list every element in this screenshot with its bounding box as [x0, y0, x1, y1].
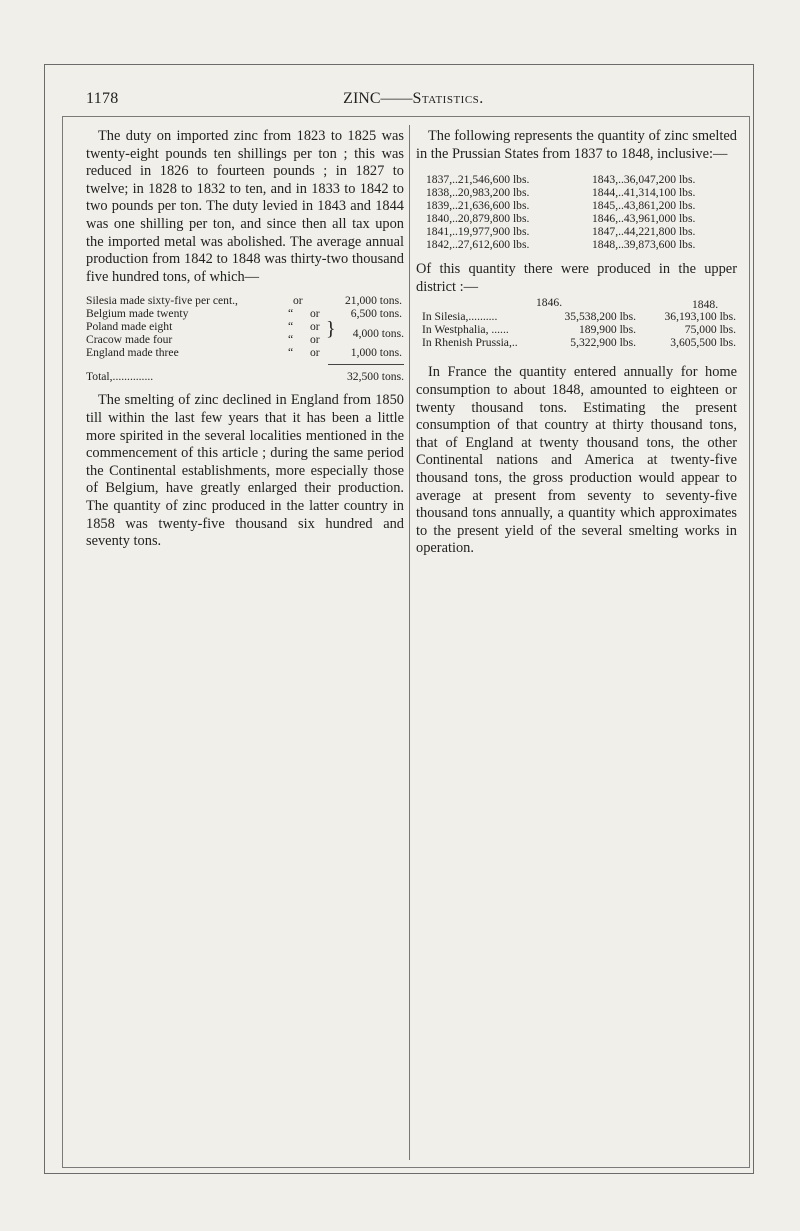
year-entry: 1847,..44,221,800 lbs. — [592, 225, 696, 239]
or-word: or — [293, 294, 303, 308]
year-entry: 1846,..43,961,000 lbs. — [592, 212, 696, 226]
brace-symbol: } — [326, 318, 336, 341]
district-name: In Westphalia, ...... — [422, 323, 509, 337]
running-head-dash: —— — [380, 90, 413, 107]
or-word: or — [310, 346, 320, 360]
district-value-1848: 36,193,100 lbs. — [664, 310, 736, 324]
district-value-1848: 3,605,500 lbs. — [670, 336, 736, 350]
left-column — [86, 128, 404, 551]
district-name: In Rhenish Prussia,.. — [422, 336, 518, 350]
total-rule — [328, 364, 404, 365]
prussia-intro-paragraph: The following represents the quantity of zinc smelted in the Prussian States from 1837 to 1848, inclusive:— — [416, 128, 737, 162]
france-paragraph: In France the quantity entered annually for home consumption to about 1848, amounted to eighteen or twenty thousand tons. Estimating the present consumption of that country at thirty thousand tons, that of England at twenty thousand tons, the other Continental nations and America at twenty-five thousand tons, the gross production would appear to average at present from seventy to seventy-five thousand tons annually, a quantity which approximates to the present yield of the several smelting works in operation. — [416, 364, 737, 557]
ditto-mark: “ — [288, 320, 294, 334]
country-label: Belgium made twenty — [86, 307, 189, 321]
country-label: Silesia made sixty-five per cent., — [86, 294, 238, 308]
total-row — [86, 370, 404, 383]
running-head-zinc: ZINC — [343, 90, 381, 107]
bracketed-amount: 4,000 tons. — [352, 327, 404, 341]
year-entry: 1842,..27,612,600 lbs. — [426, 238, 530, 252]
amount: 6,500 tons. — [350, 307, 402, 321]
district-value-1848: 75,000 lbs. — [684, 323, 736, 337]
district-intro-paragraph: Of this quantity there were produced in the upper district :— — [416, 261, 737, 295]
running-head — [86, 90, 741, 108]
year-entry: 1848,..39,873,600 lbs. — [592, 238, 696, 252]
year-entry: 1845,..43,861,200 lbs. — [592, 199, 696, 213]
amount: 1,000 tons. — [350, 346, 402, 360]
year-entry: 1839,..21,636,600 lbs. — [426, 199, 530, 213]
total-amount: 32,500 tons. — [346, 370, 404, 384]
district-value-1846: 5,322,900 lbs. — [570, 336, 636, 350]
country-label: England made three — [86, 346, 179, 360]
ditto-mark: “ — [288, 346, 294, 360]
year-entry: 1843,..36,047,200 lbs. — [592, 173, 696, 187]
year-entry: 1840,..20,879,800 lbs. — [426, 212, 530, 226]
running-head-statistics: Statistics. — [412, 90, 484, 107]
year-entry: 1838,..20,983,200 lbs. — [426, 186, 530, 200]
or-word: or — [310, 320, 320, 334]
district-value-1846: 189,900 lbs. — [578, 323, 636, 337]
district-table — [416, 296, 737, 358]
year-entry: 1837,..21,546,600 lbs. — [426, 173, 530, 187]
district-value-1846: 35,538,200 lbs. — [564, 310, 636, 324]
smelting-paragraph: The smelting of zinc declined in England from 1850 till within the last few years that it has been a little more spirited in the several localities mentioned in the commencement of this article ; during the same period the Continental establishments, more especially those of Belgium, have greatly enlarged their production. The quantity of zinc produced in the latter country in 1858 was twenty-five thousand six hundred and seventy tons. — [86, 392, 404, 550]
total-label: Total,.............. — [86, 370, 154, 384]
country-label: Cracow made four — [86, 333, 173, 347]
ditto-mark: “ — [288, 307, 294, 321]
production-by-country-table — [86, 294, 404, 388]
district-name: In Silesia,.......... — [422, 310, 498, 324]
page-header — [86, 90, 741, 116]
column-header-1846: 1846. — [536, 296, 563, 310]
or-word: or — [310, 333, 320, 347]
ditto-mark: “ — [288, 333, 294, 347]
year-entry: 1841,..19,977,900 lbs. — [426, 225, 530, 239]
amount: 21,000 tons. — [344, 294, 402, 308]
or-word: or — [310, 307, 320, 321]
country-label: Poland made eight — [86, 320, 173, 334]
year-entry: 1844,..41,314,100 lbs. — [592, 186, 696, 200]
prussia-yearly-table — [416, 173, 737, 255]
duty-paragraph: The duty on imported zinc from 1823 to 1825 was twenty-eight pounds ten shillings per ton ; this was reduced in 1826 to fourteen pounds ; in 1827 to twelve; in 1828 to 1832 to ten, and in 1833 to 1842 to two pounds per ton. The duty levied in 1843 and 1844 was one shilling per ton, and since then all tax upon the imported metal was abolished. The average annual production from 1842 to 1848 was thirty-two thousand five hundred tons, of which— — [86, 128, 404, 285]
page-number: 1178 — [86, 90, 119, 107]
column-header-1848: 1848. — [692, 298, 719, 312]
column-divider — [409, 125, 410, 1160]
right-column — [416, 128, 737, 558]
